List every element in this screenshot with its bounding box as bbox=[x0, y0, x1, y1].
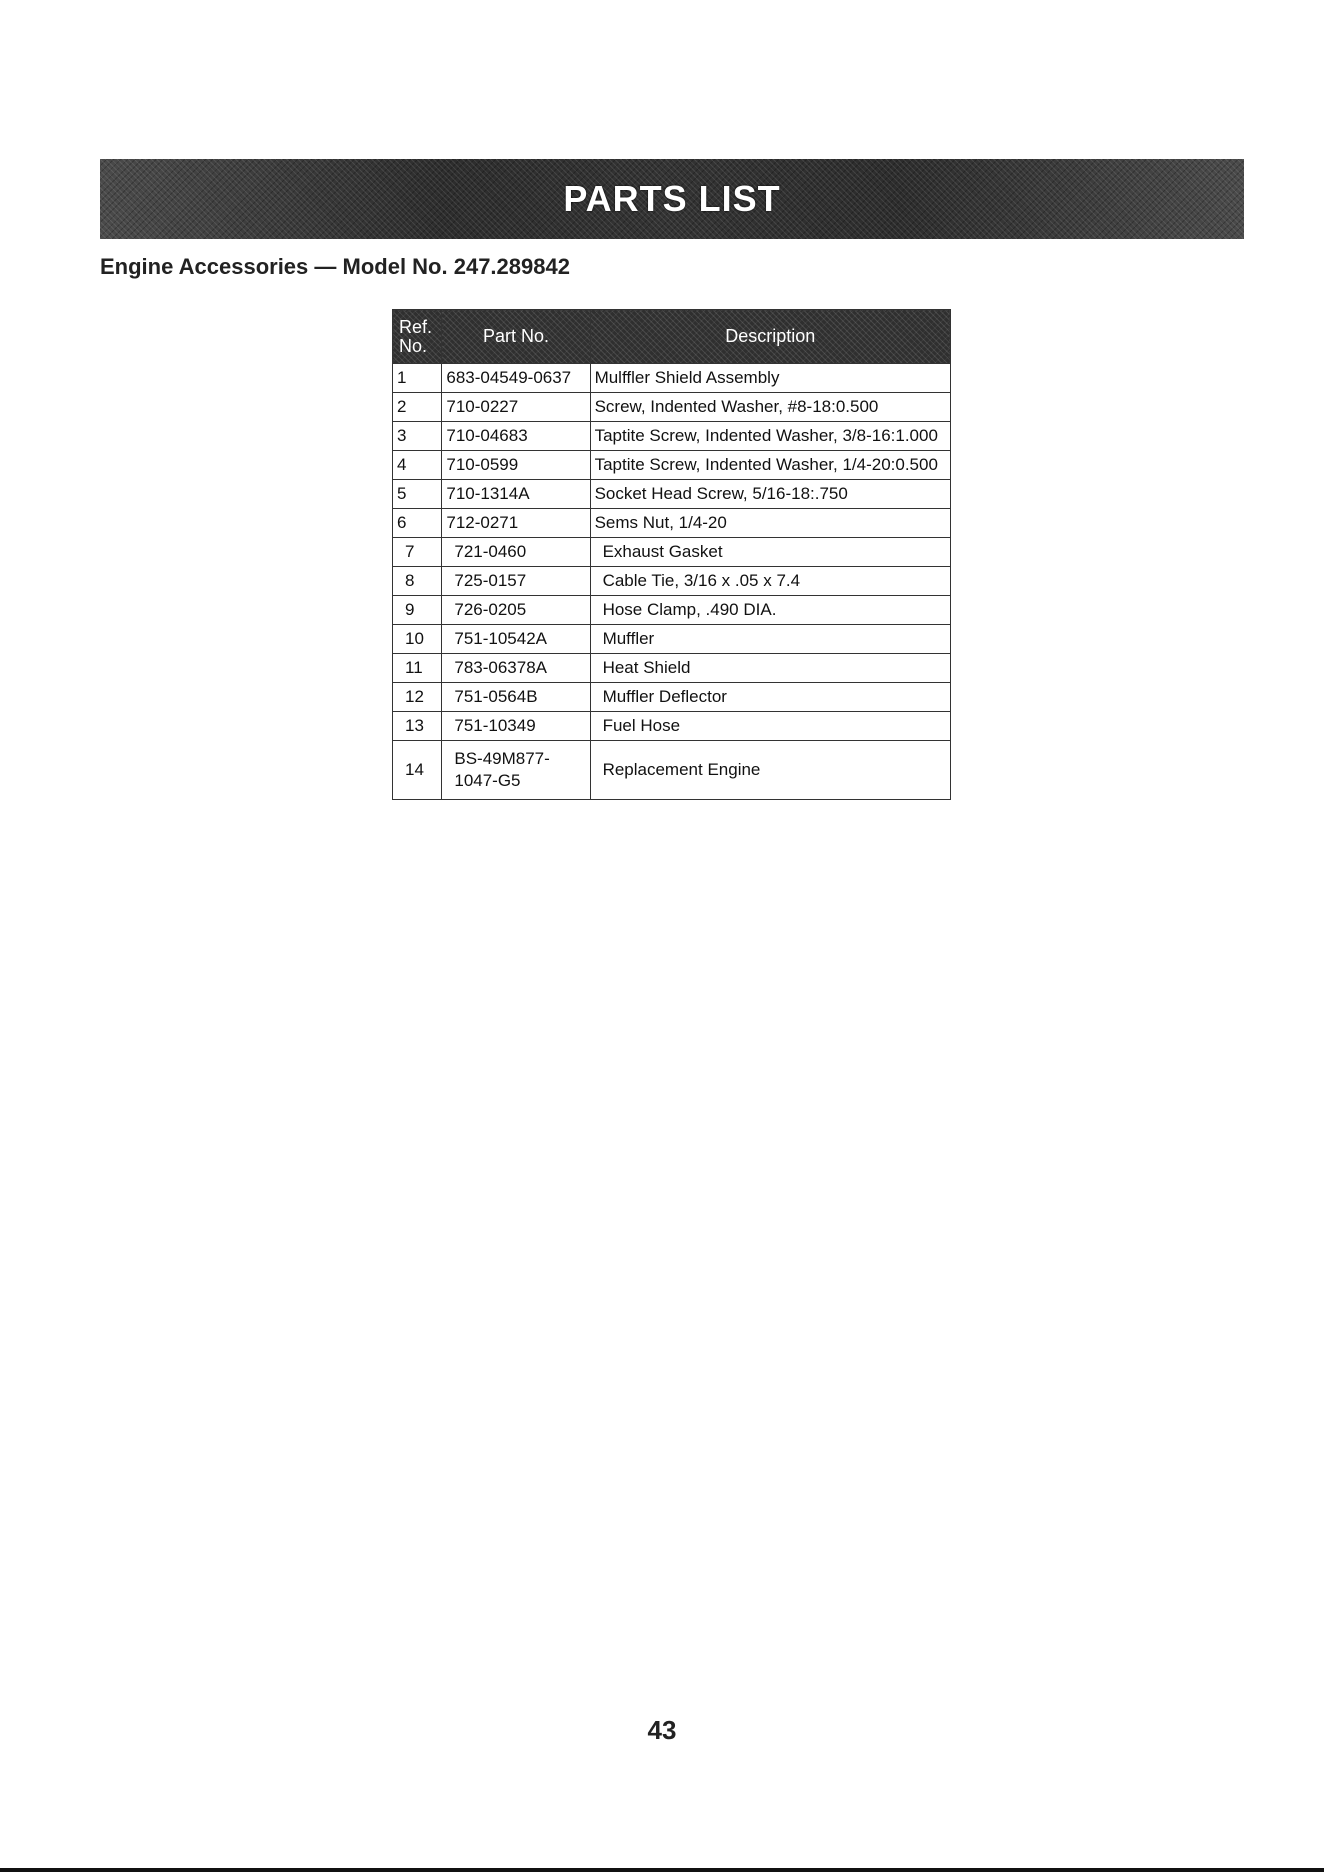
cell-ref: 10 bbox=[393, 625, 442, 654]
cell-part-no: 710-04683 bbox=[442, 422, 590, 451]
header-ref-no bbox=[393, 310, 442, 364]
cell-description: Taptite Screw, Indented Washer, 1/4-20:0.500 bbox=[590, 451, 950, 480]
table-row bbox=[393, 364, 951, 393]
cell-description: Socket Head Screw, 5/16-18:.750 bbox=[590, 480, 950, 509]
cell-ref: 1 bbox=[393, 364, 442, 393]
table-row bbox=[393, 422, 951, 451]
cell-part-no: 712-0271 bbox=[442, 509, 590, 538]
cell-part-no: 710-0599 bbox=[442, 451, 590, 480]
header-part-no: Part No. bbox=[442, 310, 590, 364]
cell-part-no: 710-0227 bbox=[442, 393, 590, 422]
page-title: PARTS LIST bbox=[563, 178, 781, 219]
cell-ref: 8 bbox=[393, 567, 442, 596]
cell-part-no: BS-49M877- 1047-G5 bbox=[442, 741, 590, 800]
table-row bbox=[393, 480, 951, 509]
cell-ref: 7 bbox=[393, 538, 442, 567]
table-row bbox=[393, 683, 951, 712]
table-row bbox=[393, 654, 951, 683]
parts-list-banner bbox=[100, 159, 1244, 239]
cell-description: Replacement Engine bbox=[590, 741, 950, 800]
header-description: Description bbox=[590, 310, 950, 364]
parts-table bbox=[392, 309, 951, 800]
cell-part-no: 710-1314A bbox=[442, 480, 590, 509]
cell-description: Muffler bbox=[590, 625, 950, 654]
cell-part-no: 751-10349 bbox=[442, 712, 590, 741]
cell-ref: 14 bbox=[393, 741, 442, 800]
table-row bbox=[393, 625, 951, 654]
cell-ref: 13 bbox=[393, 712, 442, 741]
page-number: 43 bbox=[647, 1715, 677, 1745]
table-row bbox=[393, 451, 951, 480]
cell-description: Sems Nut, 1/4-20 bbox=[590, 509, 950, 538]
table-row bbox=[393, 538, 951, 567]
cell-ref: 4 bbox=[393, 451, 442, 480]
cell-ref: 11 bbox=[393, 654, 442, 683]
header-ref-line1: Ref. No. bbox=[399, 316, 433, 356]
cell-description: Taptite Screw, Indented Washer, 3/8-16:1.000 bbox=[590, 422, 950, 451]
cell-ref: 5 bbox=[393, 480, 442, 509]
cell-ref: 12 bbox=[393, 683, 442, 712]
cell-part-no: 725-0157 bbox=[442, 567, 590, 596]
bottom-rule bbox=[0, 1868, 1324, 1872]
table-row bbox=[393, 712, 951, 741]
cell-ref: 9 bbox=[393, 596, 442, 625]
table-header-row bbox=[393, 310, 951, 364]
cell-description: Fuel Hose bbox=[590, 712, 950, 741]
cell-ref: 3 bbox=[393, 422, 442, 451]
cell-description: Screw, Indented Washer, #8-18:0.500 bbox=[590, 393, 950, 422]
cell-ref: 6 bbox=[393, 509, 442, 538]
cell-part-no: 683-04549-0637 bbox=[442, 364, 590, 393]
cell-part-no: 721-0460 bbox=[442, 538, 590, 567]
cell-description: Hose Clamp, .490 DIA. bbox=[590, 596, 950, 625]
cell-description: Cable Tie, 3/16 x .05 x 7.4 bbox=[590, 567, 950, 596]
cell-part-no: 751-0564B bbox=[442, 683, 590, 712]
table-body bbox=[393, 364, 951, 800]
cell-part-no: 726-0205 bbox=[442, 596, 590, 625]
cell-ref: 2 bbox=[393, 393, 442, 422]
table-row bbox=[393, 393, 951, 422]
table-row bbox=[393, 567, 951, 596]
table-row bbox=[393, 596, 951, 625]
cell-description: Mulffler Shield Assembly bbox=[590, 364, 950, 393]
cell-description: Muffler Deflector bbox=[590, 683, 950, 712]
cell-description: Exhaust Gasket bbox=[590, 538, 950, 567]
cell-description: Heat Shield bbox=[590, 654, 950, 683]
table-row bbox=[393, 741, 951, 800]
table-row bbox=[393, 509, 951, 538]
cell-part-no: 751-10542A bbox=[442, 625, 590, 654]
section-heading: Engine Accessories — Model No. 247.289842 bbox=[100, 254, 570, 279]
cell-part-no: 783-06378A bbox=[442, 654, 590, 683]
